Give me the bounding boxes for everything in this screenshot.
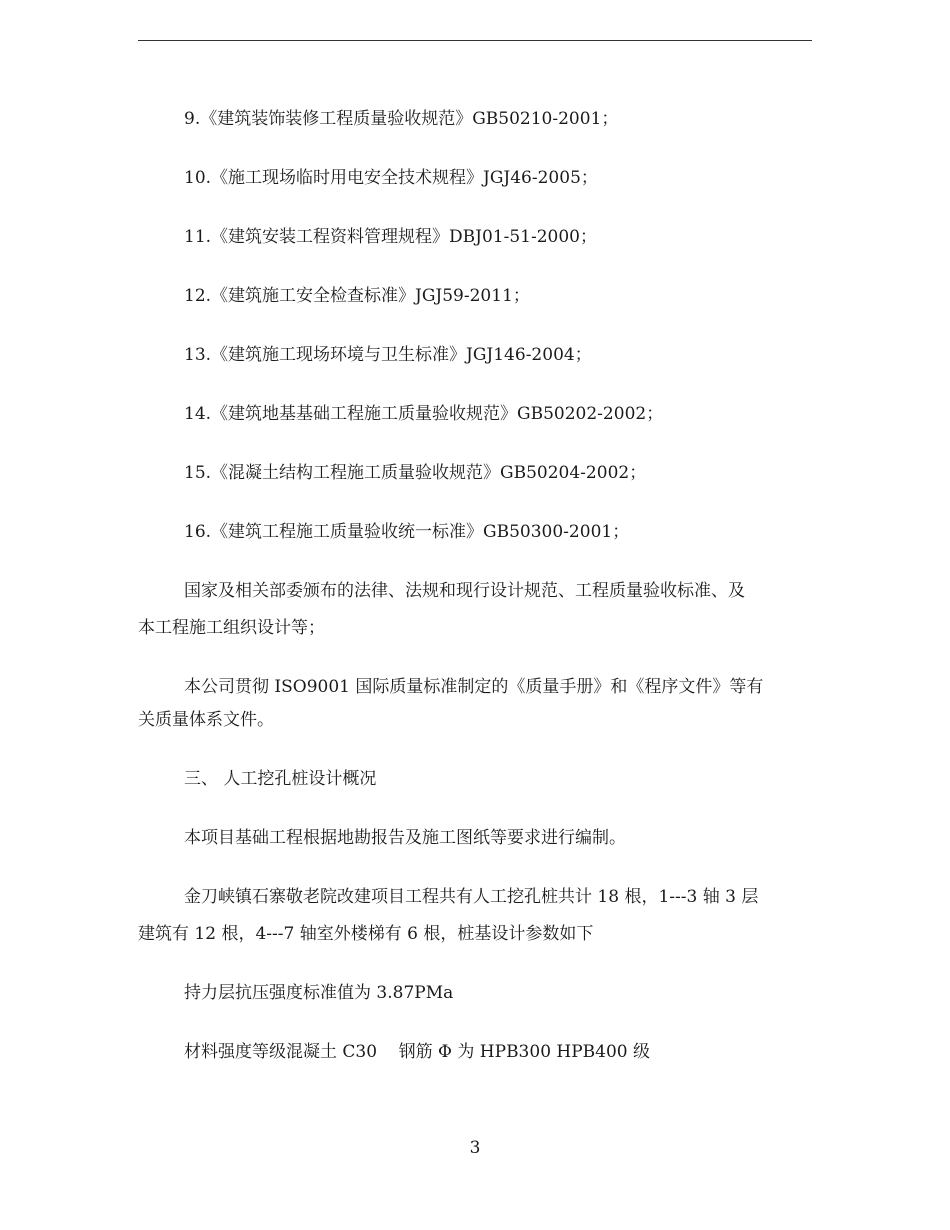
project-paragraph-line-1: 金刀峡镇石寨敬老院改建项目工程共有人工挖孔桩共计 18 根，1---3 轴 3 层 — [184, 887, 759, 907]
iso-paragraph-line-2: 关质量体系文件。 — [138, 710, 274, 730]
reference-item-9: 9.《建筑装饰装修工程质量验收规范》GB50210-2001； — [184, 109, 619, 129]
reference-item-10: 10.《施工现场临时用电安全技术规程》JGJ46-2005； — [184, 168, 598, 188]
page-number: 3 — [469, 1138, 481, 1158]
reference-item-16: 16.《建筑工程施工质量验收统一标准》GB50300-2001； — [184, 522, 630, 542]
reference-item-12: 12.《建筑施工安全检查标准》JGJ59-2011； — [184, 286, 530, 306]
material-strength-paragraph: 材料强度等级混凝土 C30 钢筋 Φ 为 HPB300 HPB400 级 — [184, 1042, 651, 1062]
iso-paragraph-line-1: 本公司贯彻 ISO9001 国际质量标准制定的《质量手册》和《程序文件》等有 — [184, 677, 764, 697]
project-paragraph-line-2: 建筑有 12 根，4---7 轴室外楼梯有 6 根，桩基设计参数如下 — [138, 924, 594, 944]
header-rule — [138, 40, 812, 41]
regulations-paragraph-line-2: 本工程施工组织设计等； — [138, 618, 325, 638]
basis-paragraph: 本项目基础工程根据地勘报告及施工图纸等要求进行编制。 — [184, 828, 626, 848]
reference-item-13: 13.《建筑施工现场环境与卫生标准》JGJ146-2004； — [184, 345, 592, 365]
reference-item-11: 11.《建筑安装工程资料管理规程》DBJ01-51-2000； — [184, 227, 597, 247]
bearing-strength-paragraph: 持力层抗压强度标准值为 3.87PMa — [184, 983, 454, 1003]
regulations-paragraph-line-1: 国家及相关部委颁布的法律、法规和现行设计规范、工程质量验收标准、及 — [184, 581, 745, 601]
reference-item-14: 14.《建筑地基基础工程施工质量验收规范》GB50202-2002； — [184, 404, 664, 424]
reference-item-15: 15.《混凝土结构工程施工质量验收规范》GB50204-2002； — [184, 463, 647, 483]
section-heading: 三、 人工挖孔桩设计概况 — [184, 769, 377, 789]
